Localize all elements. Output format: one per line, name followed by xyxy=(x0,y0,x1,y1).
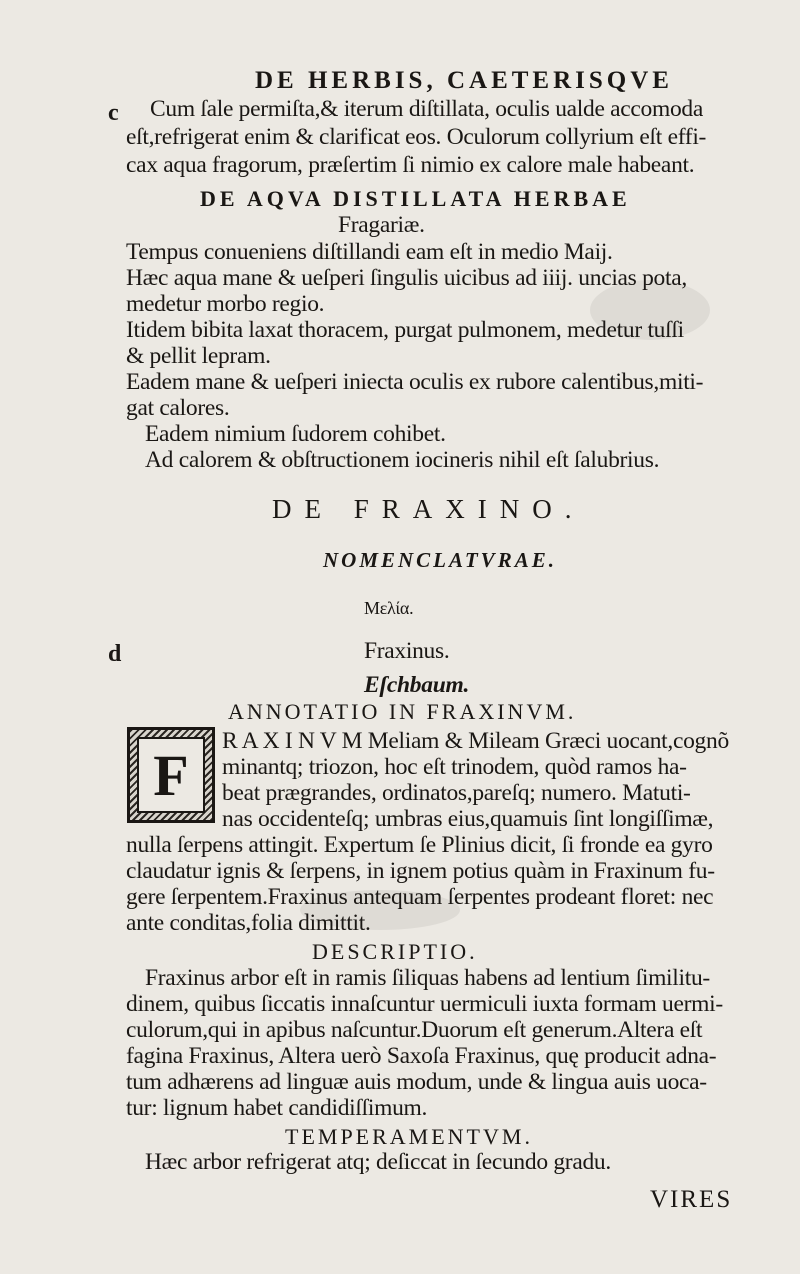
text-line: Itidem bibita laxat thoracem, purgat pulmonem, medetur tuſſi xyxy=(126,317,684,343)
text-line: & pellit lepram. xyxy=(126,343,271,369)
text-line: fagina Fraxinus, Altera uerò Saxoſa Fraxinus, quę producit adna- xyxy=(126,1043,717,1069)
section-heading: DE AQVA DISTILLATA HERBAE xyxy=(200,186,631,211)
annotatio-heading: ANNOTATIO IN FRAXINVM. xyxy=(228,699,577,724)
nomenclature-heading: NOMENCLATVRAE. xyxy=(323,548,557,572)
text-line: claudatur ignis & ſerpens, in ignem potius quàm in Fraxinum fu- xyxy=(126,858,715,884)
german-name: Eſchbaum. xyxy=(364,672,470,698)
catchword: VIRES xyxy=(650,1186,733,1213)
text-line: gere ſerpentem.Fraxinus antequam ſerpentes prodeant floret: nec xyxy=(126,884,714,910)
greek-name: Μελία. xyxy=(364,598,414,618)
margin-signature-d: d xyxy=(108,641,122,667)
text-line: minantq; triozon, hoc eſt trinodem, quòd ramos ha- xyxy=(222,754,687,780)
text-line: beat prægrandes, ordinatos,pareſq; numero. Matuti- xyxy=(222,780,691,806)
initial-letter: F xyxy=(137,737,205,813)
text-line: Hæc arbor refrigerat atq; deſiccat in ſecundo gradu. xyxy=(145,1149,611,1175)
text-line: nulla ſerpens attingit. Expertum ſe Plinius dicit, ſi fronde ea gyro xyxy=(126,832,713,858)
text-line: gat calores. xyxy=(126,395,230,421)
text-line: Eadem mane & ueſperi iniecta oculis ex rubore calentibus,miti- xyxy=(126,369,704,395)
text-line: Cum ſale permiſta,& iterum diſtillata, oculis ualde accomoda xyxy=(150,96,704,122)
text-line: Fraxinus arbor eſt in ramis ſiliquas habens ad lentium ſimilitu- xyxy=(145,965,710,991)
text-line: eſt,refrigerat enim & clarificat eos. Oculorum collyrium eſt effi- xyxy=(126,124,707,150)
text-line: Hæc aqua mane & ueſperi ſingulis uicibus ad iiij. uncias pota, xyxy=(126,265,687,291)
text-line: R A X I N V M Meliam & Mileam Græci uocant,cognõ xyxy=(222,728,729,754)
chapter-title: DE FRAXINO. xyxy=(272,494,585,524)
text-line: Ad calorem & obſtructionem iocineris nihil eſt ſalubrius. xyxy=(145,447,660,473)
text-line: Eadem nimium ſudorem cohibet. xyxy=(145,421,446,447)
text-line: Tempus conueniens diſtillandi eam eſt in medio Maij. xyxy=(126,239,613,265)
text-line: ante conditas,folia dimittit. xyxy=(126,910,371,936)
text-line: medetur morbo regio. xyxy=(126,291,325,317)
text-line: dinem, quibus ſiccatis innaſcuntur uermiculi iuxta formam uermi- xyxy=(126,991,723,1017)
text-line: culorum,qui in apibus naſcuntur.Duorum eſt generum.Altera eſt xyxy=(126,1017,703,1043)
text-line: nas occidenteſq; umbras eius,quamuis ſint longiſſimæ, xyxy=(222,806,714,832)
section-subheading: Fragariæ. xyxy=(338,212,425,238)
running-head: DE HERBIS, CAETERISQVE xyxy=(255,67,673,94)
descriptio-heading: DESCRIPTIO. xyxy=(312,939,478,964)
latin-name: Fraxinus. xyxy=(364,638,450,664)
decorated-initial xyxy=(127,727,215,823)
text-line: tur: lignum habet candidiſſimum. xyxy=(126,1095,428,1121)
margin-signature-c: c xyxy=(108,100,119,126)
temperamentum-heading: TEMPERAMENTVM. xyxy=(285,1124,533,1149)
text-line: cax aqua fragorum, præſertim ſi nimio ex calore male habeant. xyxy=(126,152,695,178)
text-line: tum adhærens ad linguæ auis modum, unde & lingua auis uoca- xyxy=(126,1069,707,1095)
